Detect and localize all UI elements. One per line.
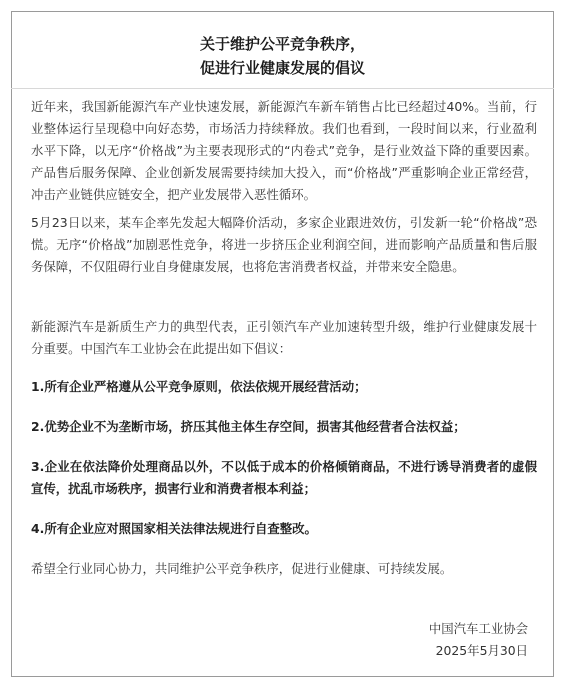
proposal-item-4: 4.所有企业应对照国家相关法律法规进行自查整改。 [31, 521, 317, 536]
proposal-item-1: 1.所有企业严格遵从公平竞争原则，依法依规开展经营活动； [31, 379, 367, 394]
document-title-line-1: 关于维护公平竞争秩序， [199, 35, 365, 53]
document-title-line-2: 促进行业健康发展的倡议 [199, 59, 365, 77]
paragraph-price-war: 5月23日以来，某车企率先发起大幅降价活动，多家企业跟进效仿，引发新一轮“价格战”恐慌。无序“价格战”加剧恶性竞争，将进一步挤压企业利润空间，进而影响产品质量和售后服务保障，不仅阻碍行业自身健康发展，也将危害消费者权益，并带来安全隐患。 [31, 215, 537, 274]
paragraph-proposal-intro: 新能源汽车是新质生产力的典型代表，正引领汽车产业加速转型升级，维护行业健康发展十分重要。中国汽车工业协会在此提出如下倡议： [31, 319, 537, 356]
paragraph-closing: 希望全行业同心协力，共同维护公平竞争秩序，促进行业健康、可持续发展。 [31, 561, 453, 576]
signature-date: 2025年5月30日 [435, 643, 528, 658]
title-divider [11, 88, 554, 89]
proposal-item-3: 3.企业在依法降价处理商品以外，不以低于成本的价格倾销商品，不进行诱导消费者的虚假宣传，扰乱市场秩序，损害行业和消费者根本利益； [31, 459, 537, 496]
proposal-item-2: 2.优势企业不为垄断市场，挤压其他主体生存空间，损害其他经营者合法权益； [31, 419, 466, 434]
paragraph-background: 近年来，我国新能源汽车产业快速发展，新能源汽车新车销售占比已经超过40%。当前，行业整体运行呈现稳中向好态势，市场活力持续释放。我们也看到，一段时间以来，行业盈利水平下降，以无序“价格战”为主要表现形式的“内卷式”竞争，是行业效益下降的重要因素。产品售后服务保障、企业创新发展需要持续加大投入，而“价格战”严重影响企业正常经营，冲击产业链供应链安全，把产业发展带入恶性循环。 [31, 99, 537, 202]
signature-organization: 中国汽车工业协会 [428, 621, 528, 636]
